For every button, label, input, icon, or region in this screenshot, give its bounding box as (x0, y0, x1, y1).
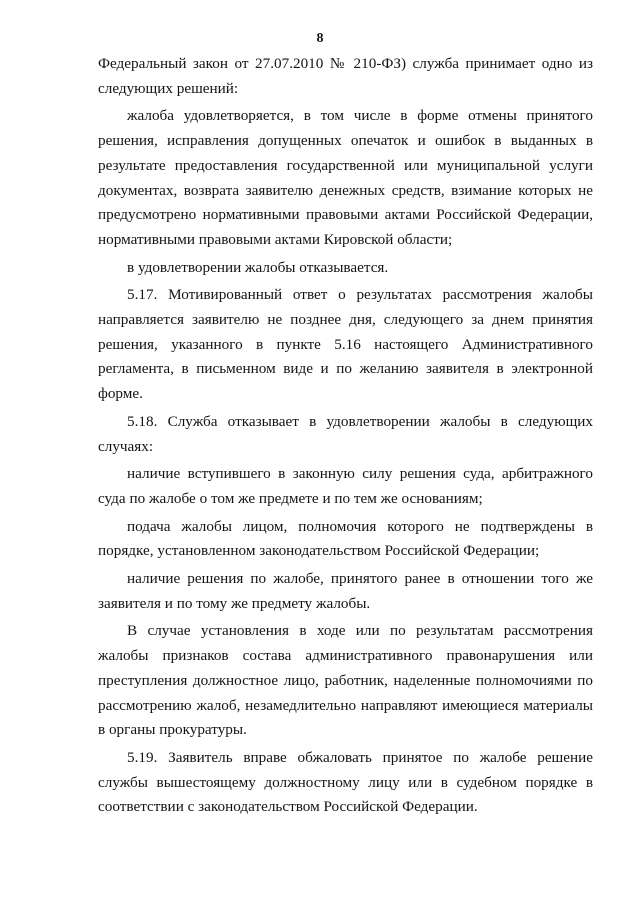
page-number: 8 (316, 31, 324, 46)
paragraph-prosecution-referral: В случае установления в ходе или по результатам рассмотрения жалобы признаков состава административного правонарушения или преступления должностное лицо, работник, наделенные полномочиями по рассмотрению жалоб, незамедлительно направляют имеющиеся материалы в органы прокуратуры. (98, 622, 593, 739)
paragraph-complaint-satisfied: жалоба удовлетворяется, в том числе в форме отмены принятого решения, исправления допущенных опечаток и ошибок в выданных в результате предоставления государственной или муниципальной услуги документах, возврата заявителю денежных средств, взимание которых не предусмотрено нормативными правовыми актами Российской Федерации, нормативными правовыми актами Кировской области; (98, 107, 593, 248)
paragraph-5-18: 5.18. Служба отказывает в удовлетворении жалобы в следующих случаях: (98, 412, 593, 455)
paragraph-5-17: 5.17. Мотивированный ответ о результатах рассмотрения жалобы направляется заявителю не позднее дня, следующего за днем принятия решения, указанного в пункте 5.16 настоящего Административного регламента, в письменном виде и по желанию заявителя в электронной форме. (98, 286, 593, 403)
paragraph-intro-continuation: Федеральный закон от 27.07.2010 № 210-ФЗ) служба принимает одно из следующих решений: (98, 55, 593, 97)
paragraph-complaint-refused: в удовлетворении жалобы отказывается. (127, 258, 389, 276)
paragraph-court-decision: наличие вступившего в законную силу решения суда, арбитражного суда по жалобе о том же предмете и по тем же основаниям; (98, 465, 593, 507)
document-body (98, 52, 593, 823)
paragraph-unconfirmed-authority: подача жалобы лицом, полномочия которого не подтверждены в порядке, установленном законодательством Российской Федерации; (98, 517, 593, 560)
paragraph-5-19: 5.19. Заявитель вправе обжаловать принятое по жалобе решение службы вышестоящему должностному лицу или в судебном порядке в соответствии с законодательством Российской Федерации. (98, 748, 593, 816)
paragraph-prior-decision: наличие решения по жалобе, принятого ранее в отношении того же заявителя и по тому же предмету жалобы. (98, 570, 593, 612)
